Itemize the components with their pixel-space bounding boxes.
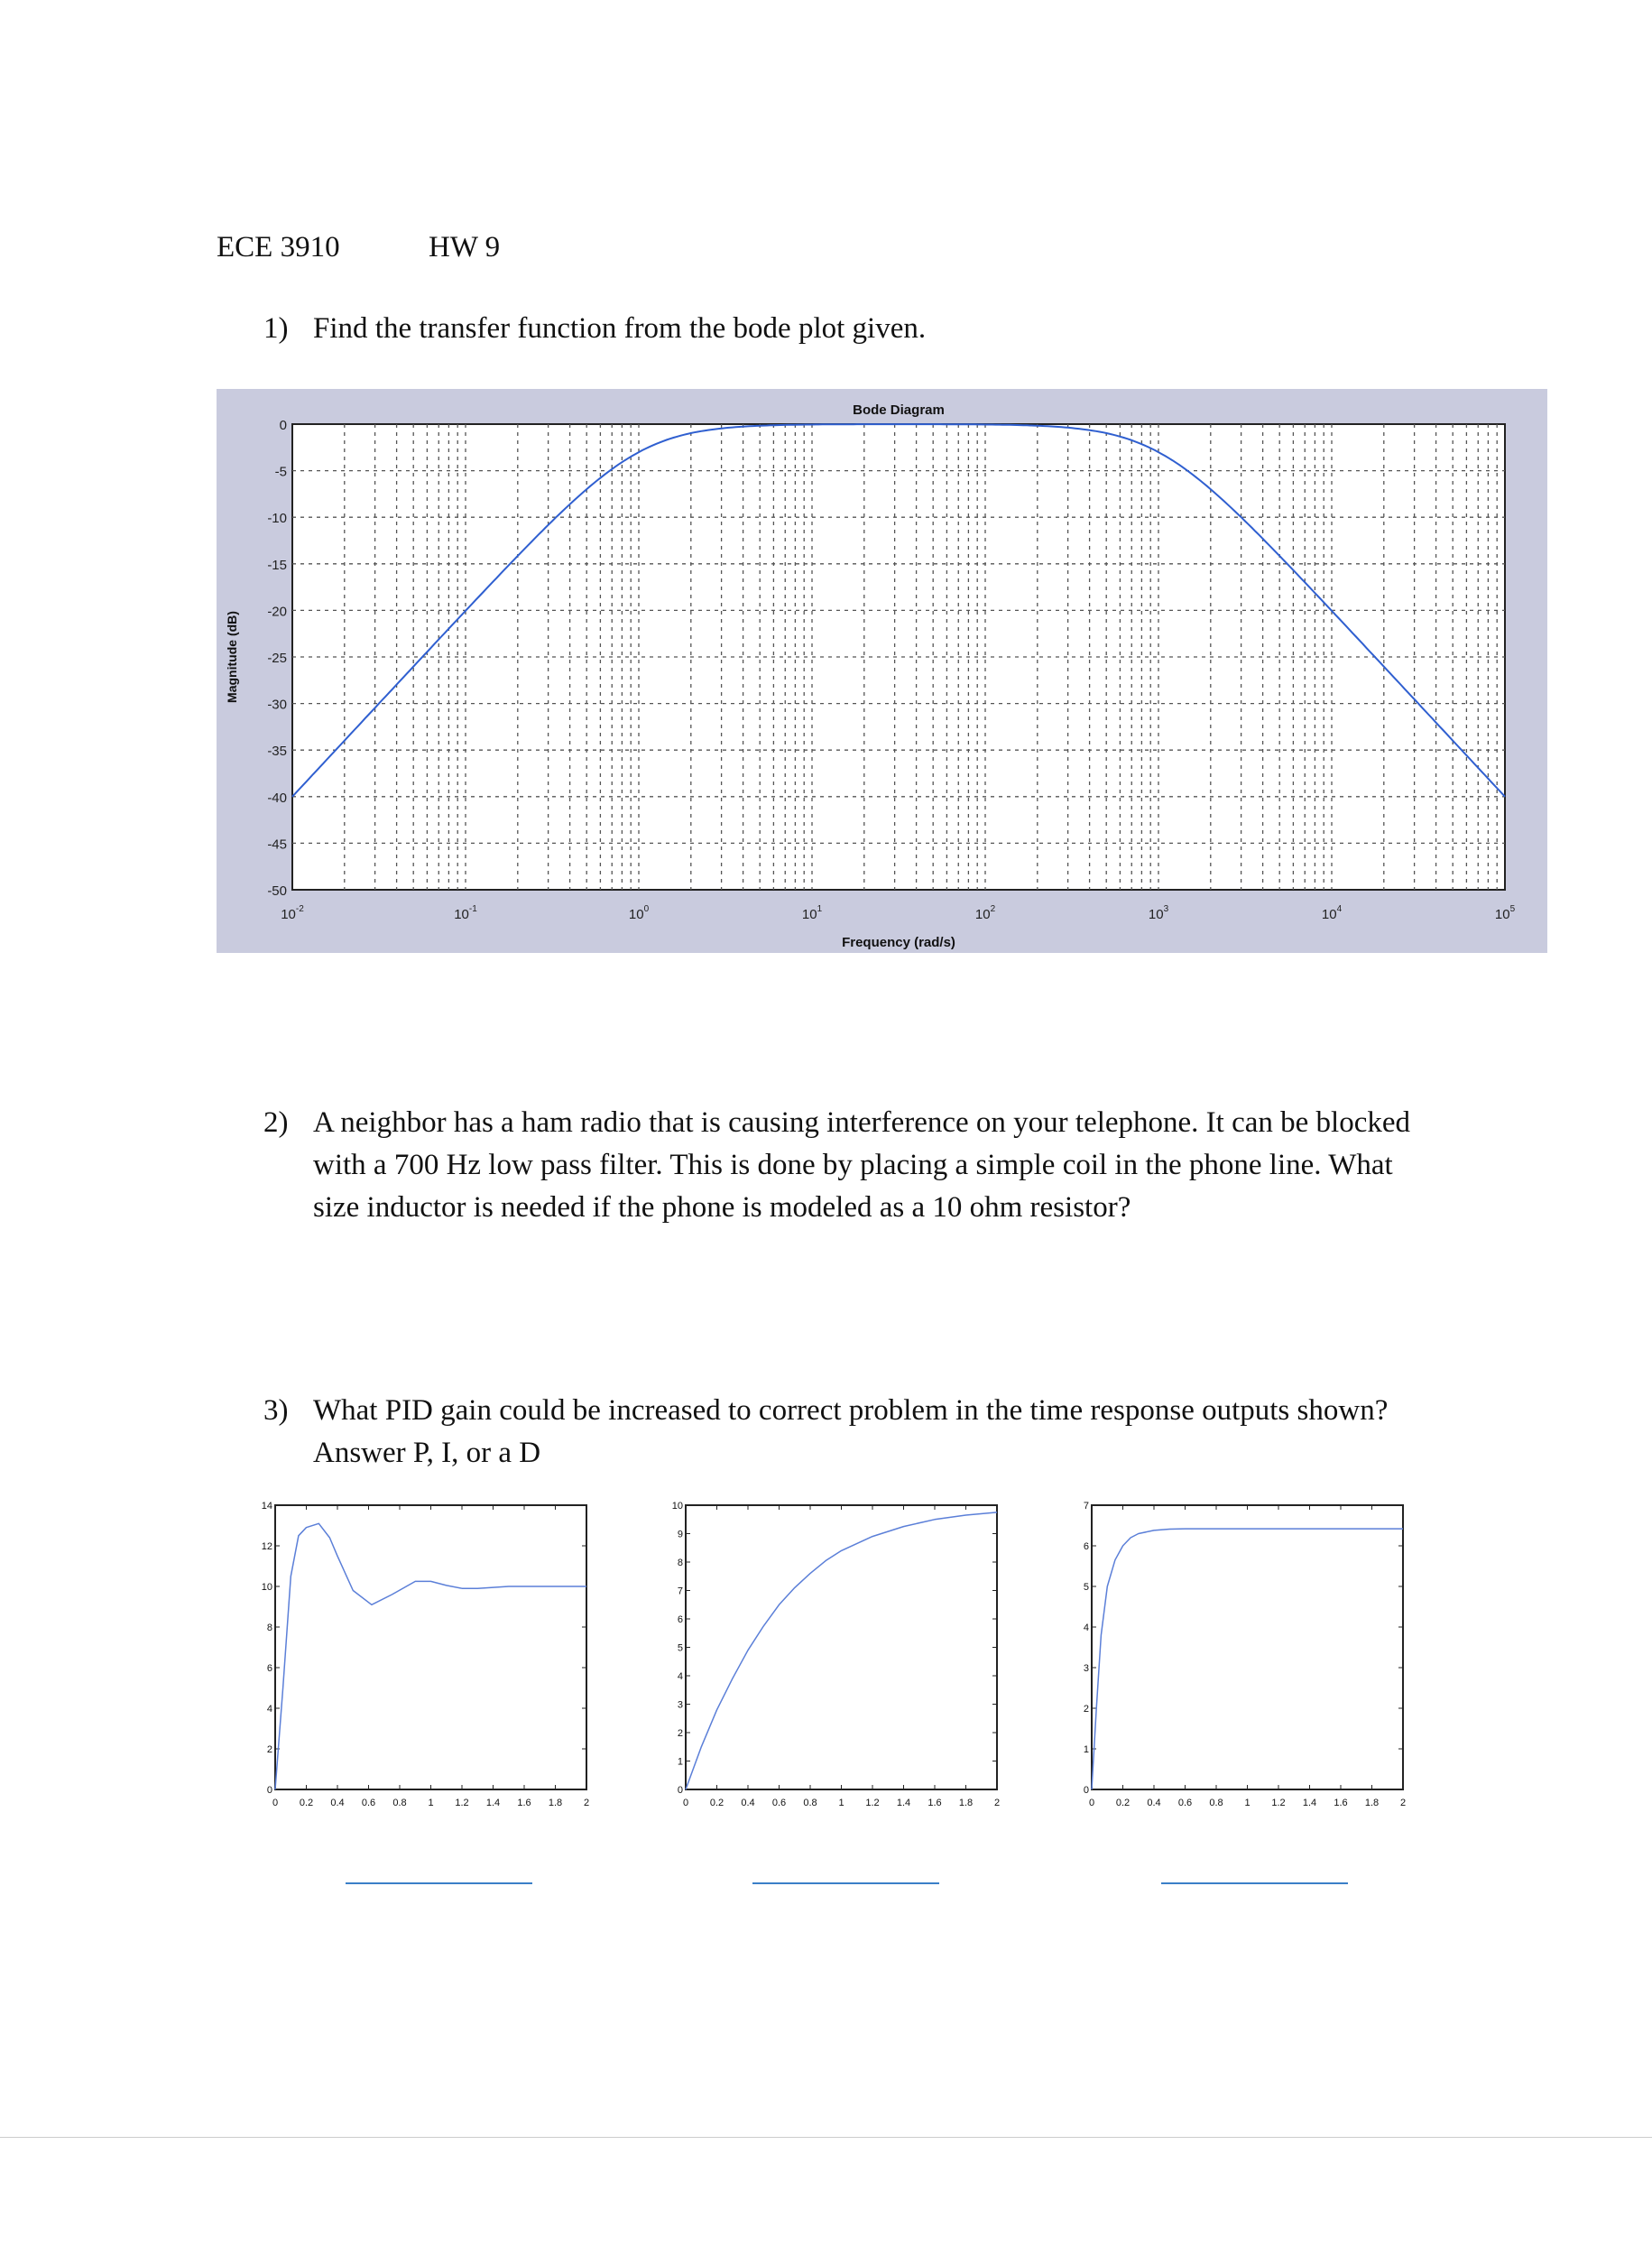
x-tick-label: 0.6 bbox=[771, 1798, 787, 1808]
question-2 bbox=[263, 1102, 1427, 1229]
x-tick-label: 0.8 bbox=[1209, 1798, 1223, 1808]
x-tick-label: 1.8 bbox=[1364, 1798, 1380, 1808]
y-tick-label: -30 bbox=[267, 697, 287, 713]
y-tick-label: 4 bbox=[266, 1704, 272, 1715]
y-tick-label: 2 bbox=[266, 1744, 272, 1755]
bode-diagram bbox=[217, 389, 1547, 953]
y-tick-label: 3 bbox=[1083, 1663, 1089, 1674]
x-tick-label: 1.8 bbox=[958, 1798, 974, 1808]
x-tick-label: 0.4 bbox=[741, 1798, 755, 1808]
x-tick-label: 0.8 bbox=[392, 1798, 407, 1808]
y-tick-label: 7 bbox=[677, 1586, 683, 1597]
y-tick-label: 10 bbox=[261, 1582, 272, 1593]
x-tick-label: 1.4 bbox=[485, 1798, 501, 1808]
x-tick-label: $10^{-2}$ bbox=[281, 904, 304, 922]
x-tick-label: 0.2 bbox=[299, 1798, 314, 1808]
question-3 bbox=[263, 1390, 1391, 1475]
y-tick-label: 6 bbox=[266, 1663, 272, 1674]
course-title: ECE 3910 bbox=[217, 231, 340, 264]
x-tick-label: 0.8 bbox=[803, 1798, 817, 1808]
y-tick-label: -5 bbox=[274, 464, 287, 480]
question-number: 1) bbox=[263, 312, 289, 345]
plot-area bbox=[1092, 1505, 1403, 1789]
x-tick-label: 1.6 bbox=[1334, 1798, 1348, 1808]
x-tick-label: 1.4 bbox=[896, 1798, 911, 1808]
x-axis-label: Frequency (rad/s) bbox=[842, 935, 955, 950]
y-tick-label: 6 bbox=[1083, 1541, 1089, 1552]
page-divider bbox=[0, 2137, 1652, 2138]
y-tick-label: -25 bbox=[267, 651, 287, 666]
x-tick-label: 1 bbox=[1244, 1798, 1251, 1808]
x-tick-label: 2 bbox=[993, 1798, 1001, 1808]
y-tick-label: 8 bbox=[266, 1623, 272, 1633]
x-tick-label: 2 bbox=[583, 1798, 590, 1808]
y-tick-label: 2 bbox=[677, 1728, 683, 1739]
question-text: What PID gain could be increased to correct problem in the time response outputs shown? Answer P, I, or a D bbox=[313, 1394, 1389, 1469]
x-tick-label: 0.4 bbox=[330, 1798, 345, 1808]
y-tick-label: -50 bbox=[267, 883, 287, 899]
y-tick-label: 5 bbox=[1083, 1582, 1089, 1593]
x-tick-label: 0.4 bbox=[1147, 1798, 1161, 1808]
y-tick-label: 6 bbox=[677, 1614, 683, 1625]
y-axis-label: Magnitude (dB) bbox=[225, 611, 239, 703]
x-tick-label: 1.4 bbox=[1302, 1798, 1317, 1808]
y-tick-label: 3 bbox=[677, 1699, 683, 1711]
time-response-plot-2 bbox=[654, 1489, 1024, 1823]
y-tick-label: -35 bbox=[267, 744, 287, 760]
y-tick-label: -10 bbox=[267, 511, 287, 527]
chart-title: Bode Diagram bbox=[853, 402, 945, 418]
y-tick-label: -40 bbox=[267, 790, 287, 806]
x-tick-label: 1.2 bbox=[455, 1798, 469, 1808]
x-tick-label: 1.2 bbox=[865, 1798, 880, 1808]
y-tick-label: -20 bbox=[267, 604, 287, 620]
y-tick-label: 2 bbox=[1083, 1704, 1089, 1715]
y-tick-label: 5 bbox=[677, 1642, 683, 1654]
y-tick-label: 12 bbox=[261, 1541, 272, 1552]
time-response-plot-3 bbox=[1060, 1489, 1430, 1823]
x-tick-label: 1 bbox=[838, 1798, 844, 1808]
y-tick-label: 0 bbox=[266, 1785, 272, 1796]
x-tick-label: 0.2 bbox=[709, 1798, 724, 1808]
y-tick-label: 10 bbox=[671, 1501, 683, 1512]
x-tick-label: 1.2 bbox=[1271, 1798, 1286, 1808]
x-tick-label: 1 bbox=[428, 1798, 434, 1808]
x-tick-label: 0 bbox=[272, 1798, 279, 1808]
question-text: A neighbor has a ham radio that is causing interference on your telephone. It can be blocked with a 700 Hz low pass filter. This is done by placing a simple coil in the phone line. What size inductor is needed if the phone is modeled as a 10 ohm resistor? bbox=[313, 1106, 1410, 1224]
x-tick-label: $10^4$ bbox=[1321, 904, 1343, 922]
time-response-plot-1 bbox=[244, 1489, 614, 1823]
y-tick-label: 8 bbox=[677, 1558, 683, 1568]
y-tick-label: -45 bbox=[267, 837, 287, 853]
x-tick-label: $10^2$ bbox=[974, 904, 996, 922]
x-tick-label: 1.6 bbox=[517, 1798, 531, 1808]
y-tick-label: 0 bbox=[279, 418, 287, 433]
plot-area bbox=[686, 1505, 997, 1789]
question-number: 3) bbox=[263, 1394, 289, 1427]
y-tick-label: 4 bbox=[677, 1671, 683, 1682]
question-text: Find the transfer function from the bode plot given. bbox=[313, 312, 927, 345]
y-tick-label: 0 bbox=[1083, 1785, 1089, 1796]
y-tick-label: 9 bbox=[677, 1529, 683, 1540]
y-tick-label: 1 bbox=[1083, 1744, 1089, 1755]
y-tick-label: 0 bbox=[677, 1785, 683, 1796]
question-1 bbox=[263, 308, 1436, 350]
y-tick-label: 14 bbox=[261, 1501, 272, 1512]
x-tick-label: 2 bbox=[1399, 1798, 1407, 1808]
answer-blank-2[interactable] bbox=[752, 1882, 939, 1884]
x-tick-label: $10^3$ bbox=[1148, 904, 1169, 922]
x-tick-label: $10^0$ bbox=[628, 904, 650, 922]
y-tick-label: -15 bbox=[267, 557, 287, 573]
x-tick-label: 0 bbox=[682, 1798, 689, 1808]
answer-blank-3[interactable] bbox=[1161, 1882, 1348, 1884]
y-tick-label: 7 bbox=[1083, 1501, 1089, 1512]
x-tick-label: $10^{-1}$ bbox=[454, 904, 477, 922]
bode-plot-panel bbox=[217, 389, 1547, 953]
y-tick-label: 1 bbox=[677, 1756, 683, 1768]
y-tick-label: 4 bbox=[1083, 1623, 1089, 1633]
x-tick-label: 1.6 bbox=[928, 1798, 942, 1808]
x-tick-label: $10^5$ bbox=[1494, 904, 1516, 922]
plot-area bbox=[275, 1505, 586, 1789]
x-tick-label: $10^1$ bbox=[801, 904, 823, 922]
answer-blank-1[interactable] bbox=[346, 1882, 532, 1884]
question-number: 2) bbox=[263, 1106, 289, 1139]
x-tick-label: 0.6 bbox=[1177, 1798, 1193, 1808]
x-tick-label: 0 bbox=[1088, 1798, 1095, 1808]
x-tick-label: 0.2 bbox=[1115, 1798, 1131, 1808]
assignment-title: HW 9 bbox=[429, 231, 501, 264]
x-tick-label: 1.8 bbox=[548, 1798, 563, 1808]
x-tick-label: 0.6 bbox=[361, 1798, 376, 1808]
